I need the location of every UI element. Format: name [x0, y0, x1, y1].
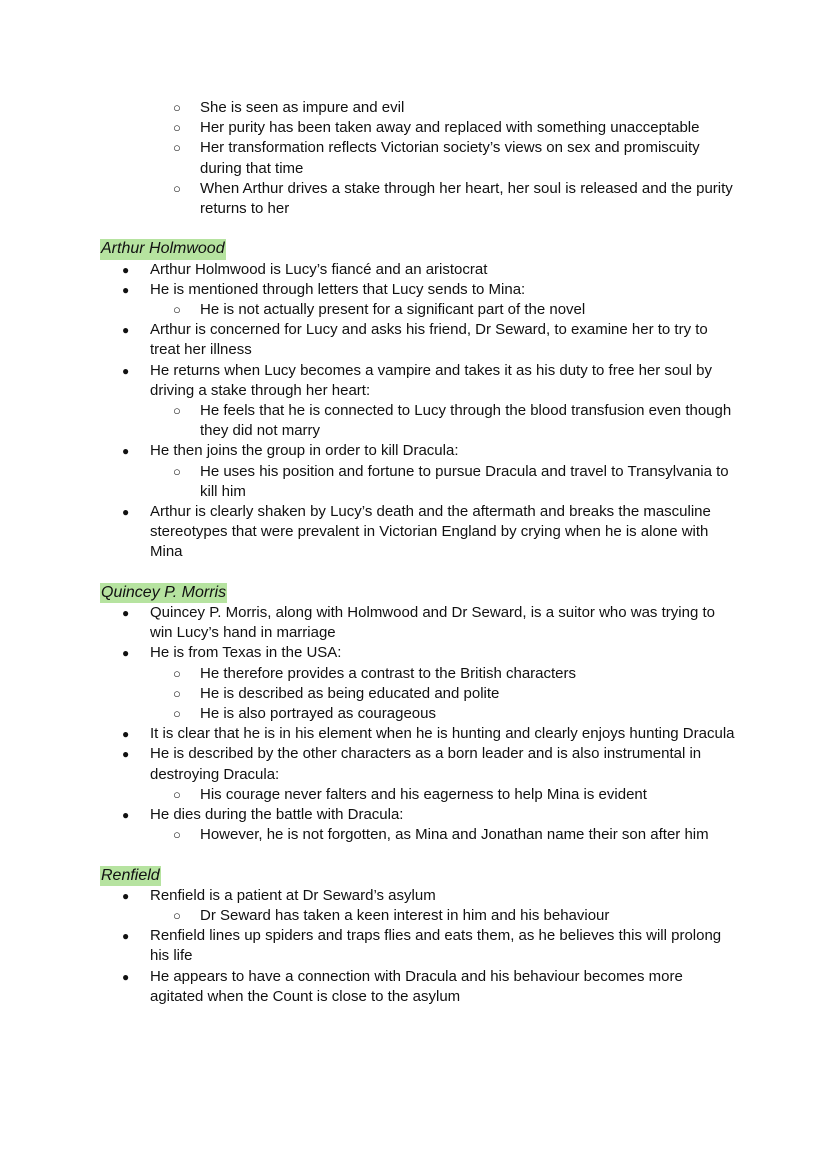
bullet-disc-icon: ● [122, 727, 130, 742]
bullet-item [100, 603, 735, 643]
bullet-text: He is not actually present for a significant part of the novel [200, 301, 586, 319]
bullet-text: Arthur is concerned for Lucy and asks his friend, Dr Seward, to examine her to try to treat her illness [150, 321, 708, 359]
bullet-item [100, 805, 735, 825]
bullet-disc-icon: ● [122, 969, 130, 984]
bullet-disc-icon: ● [122, 363, 130, 378]
bullet-text: He feels that he is connected to Lucy through the blood transfusion even though they did not marry [200, 402, 732, 440]
bullet-item [100, 886, 735, 906]
bullet-text: She is seen as impure and evil [200, 99, 405, 116]
bullet-disc-icon: ● [122, 606, 130, 621]
bullet-disc-icon: ● [122, 646, 130, 661]
bullet-circle-icon: ○ [173, 685, 181, 701]
bullet-item [100, 361, 735, 401]
bullet-text: When Arthur drives a stake through her heart, her soul is released and the purity returns to her [200, 179, 733, 218]
bullet-text: He therefore provides a contrast to the British characters [200, 664, 577, 682]
bullet-circle-icon: ○ [173, 786, 181, 802]
bullet-list [100, 260, 735, 563]
section-arthur-holmwood [100, 239, 735, 562]
bullet-text: He is described as being educated and polite [200, 684, 500, 702]
sub-bullet-item [100, 401, 735, 441]
sub-bullet-item [100, 825, 735, 845]
bullet-item [100, 643, 735, 663]
bullet-circle-icon: ○ [173, 403, 181, 419]
bullet-circle-icon: ○ [173, 908, 181, 924]
bullet-item [100, 502, 735, 563]
bullet-text: Her purity has been taken away and replaced with something unacceptable [200, 119, 700, 137]
section-renfield [100, 866, 735, 1007]
bullet-text: He uses his position and fortune to pursue Dracula and travel to Transylvania to kill him [200, 462, 729, 500]
bullet-circle-icon: ○ [173, 463, 181, 479]
sub-bullet-item [100, 785, 735, 805]
bullet-disc-icon: ● [122, 888, 130, 903]
bullet-list [100, 886, 735, 1007]
sub-bullet-item [100, 138, 735, 178]
sub-bullet-item [100, 462, 735, 502]
bullet-text: He is described by the other characters as a born leader and is also instrumental in destroying Dracula: [150, 745, 702, 783]
bullet-text: Renfield is a patient at Dr Seward’s asylum [150, 886, 436, 904]
bullet-text: Arthur is clearly shaken by Lucy’s death and the aftermath and breaks the masculine stereotypes that were prevalent in Victorian England by crying when he is alone with Mina [150, 503, 711, 561]
bullet-item [100, 441, 735, 461]
bullet-text: He is also portrayed as courageous [200, 705, 436, 723]
bullet-disc-icon: ● [122, 505, 130, 520]
bullet-disc-icon: ● [122, 323, 130, 338]
section-heading: Renfield [100, 866, 161, 886]
document-page [100, 98, 735, 1007]
bullet-disc-icon: ● [122, 444, 130, 459]
bullet-text: He is mentioned through letters that Lucy sends to Mina: [150, 280, 526, 298]
section-quincey-p-morris [100, 583, 735, 846]
bullet-item [100, 926, 735, 966]
bullet-text: He appears to have a connection with Dracula and his behaviour becomes more agitated when the Count is close to the asylum [150, 967, 683, 1005]
bullet-text: Her transformation reflects Victorian society’s views on sex and promiscuity during that time [200, 139, 700, 177]
bullet-circle-icon: ○ [173, 706, 181, 722]
section-heading: Quincey P. Morris [100, 583, 227, 603]
bullet-disc-icon: ● [122, 262, 130, 277]
bullet-text: He is from Texas in the USA: [150, 644, 342, 662]
bullet-item [100, 724, 735, 744]
bullet-text: He dies during the battle with Dracula: [150, 806, 404, 824]
sub-bullet-item [100, 704, 735, 724]
bullet-item [100, 744, 735, 784]
bullet-text: However, he is not forgotten, as Mina and Jonathan name their son after him [200, 826, 709, 844]
sub-bullet-item [100, 664, 735, 684]
bullet-text: His courage never falters and his eagerness to help Mina is evident [200, 785, 647, 803]
bullet-circle-icon: ○ [173, 140, 181, 156]
sub-bullet-item [100, 179, 735, 219]
bullet-disc-icon: ● [122, 747, 130, 762]
bullet-circle-icon: ○ [173, 120, 181, 136]
bullet-item [100, 260, 735, 280]
bullet-circle-icon: ○ [173, 100, 181, 115]
bullet-circle-icon: ○ [173, 180, 181, 196]
bullet-circle-icon: ○ [173, 302, 181, 318]
bullet-item [100, 320, 735, 360]
bullet-circle-icon: ○ [173, 665, 181, 681]
bullet-circle-icon: ○ [173, 827, 181, 843]
sub-bullet-item [100, 300, 735, 320]
bullet-item [100, 280, 735, 300]
bullet-list [100, 603, 735, 845]
bullet-text: It is clear that he is in his element when he is hunting and clearly enjoys hunting Dracula [150, 725, 735, 743]
sub-bullet-item [100, 684, 735, 704]
sub-bullet-item [100, 906, 735, 926]
bullet-text: Dr Seward has taken a keen interest in him and his behaviour [200, 907, 610, 925]
bullet-text: He then joins the group in order to kill Dracula: [150, 442, 459, 460]
bullet-item [100, 967, 735, 1007]
bullet-text: Renfield lines up spiders and traps flies and eats them, as he believes this will prolong his life [150, 927, 722, 965]
sub-bullet-item [100, 118, 735, 138]
bullet-disc-icon: ● [122, 929, 130, 944]
bullet-text: He returns when Lucy becomes a vampire and takes it as his duty to free her soul by driving a stake through her heart: [150, 361, 712, 399]
section-heading: Arthur Holmwood [100, 239, 226, 259]
intro-list [100, 98, 735, 219]
bullet-disc-icon: ● [122, 282, 130, 297]
bullet-text: Arthur Holmwood is Lucy’s fiancé and an aristocrat [150, 260, 488, 278]
bullet-text: Quincey P. Morris, along with Holmwood and Dr Seward, is a suitor who was trying to win Lucy’s hand in marriage [150, 604, 715, 642]
sub-bullet-item [100, 98, 735, 118]
bullet-disc-icon: ● [122, 808, 130, 823]
